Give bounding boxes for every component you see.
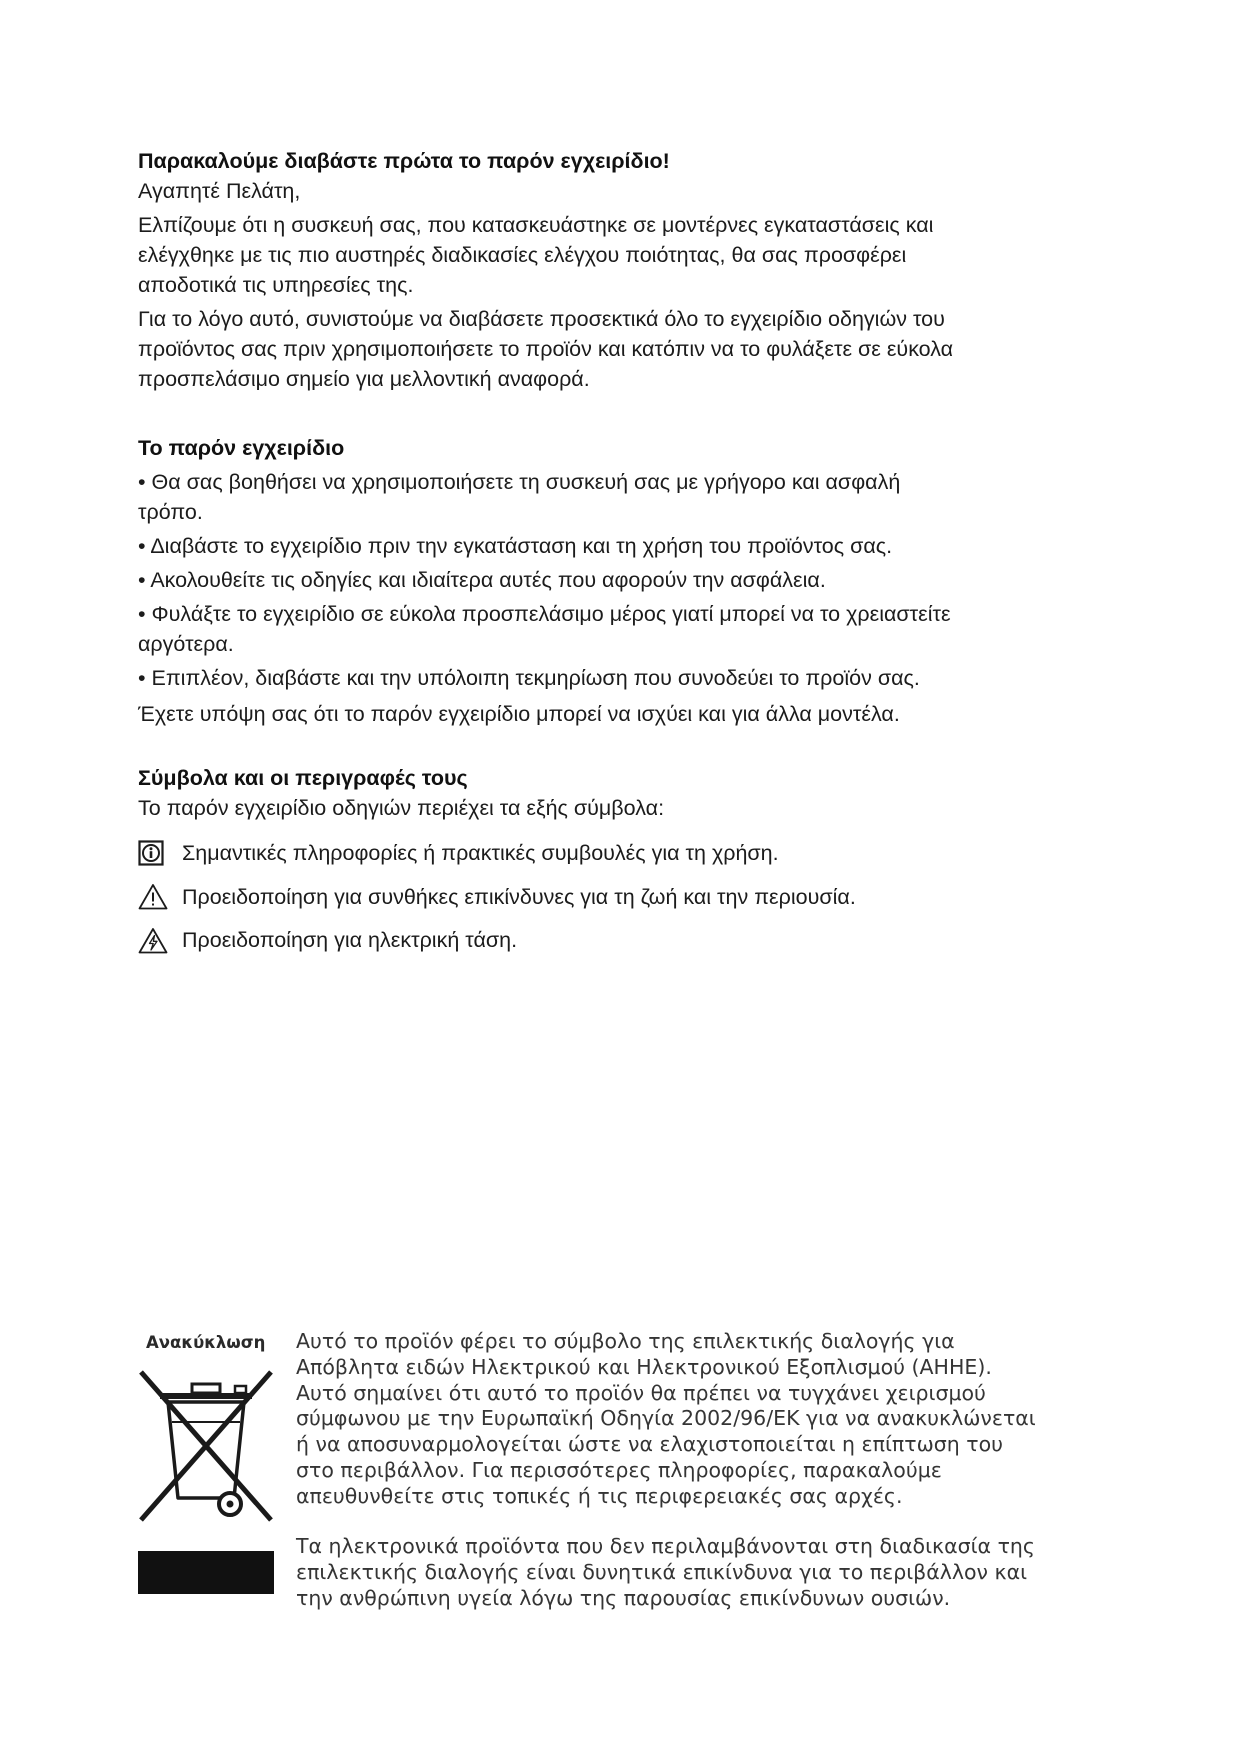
symbol-description: Σημαντικές πληροφορίες ή πρακτικές συμβουλές για τη χρήση.	[182, 841, 779, 865]
manual-section	[138, 433, 951, 729]
recycling-line: Τα ηλεκτρονικά προϊόντα που δεν περιλαμβάνονται στη διαδικασία της	[296, 1533, 1035, 1558]
bullet-line: τρόπο.	[138, 500, 203, 524]
recycling-line: επιλεκτικής διαλογής είναι δυνητικά επικίνδυνα για το περιβάλλον και	[296, 1559, 1028, 1584]
crossed-out-wheelie-bin-icon	[138, 1358, 274, 1530]
info-icon	[138, 838, 182, 868]
section-heading: Σύμβολα και οι περιγραφές τους	[138, 766, 468, 790]
recycling-paragraph	[296, 1329, 1036, 1510]
symbol-row-electric	[138, 925, 856, 955]
intro-paragraph	[138, 210, 953, 300]
recycling-text	[296, 1329, 1036, 1611]
paragraph-line: Ελπίζουμε ότι η συσκευή σας, που κατασκευάστηκε σε μοντέρνες εγκαταστάσεις και	[138, 213, 934, 237]
models-note: Έχετε υπόψη σας ότι το παρόν εγχειρίδιο μπορεί να ισχύει και για άλλα μοντέλα.	[138, 702, 900, 726]
bullet-item	[138, 565, 951, 595]
recycling-line: σύμφωνου με την Ευρωπαϊκή Οδηγία 2002/96/ΕΚ για να ανακυκλώνεται	[296, 1406, 1036, 1431]
intro-paragraph	[138, 304, 953, 394]
electric-shock-warning-icon	[138, 925, 182, 955]
bullet-line: • Θα σας βοηθήσει να χρησιμοποιήσετε τη συσκευή σας με γρήγορο και ασφαλή	[138, 470, 901, 494]
paragraph-line: ελέγχθηκε με τις πιο αυστηρές διαδικασίες ελέγχου ποιότητας, θα σας προσφέρει	[138, 243, 907, 267]
bullet-item	[138, 467, 951, 527]
symbol-description: Προειδοποίηση για συνθήκες επικίνδυνες για τη ζωή και την περιουσία.	[182, 884, 856, 909]
symbol-description: Προειδοποίηση για ηλεκτρική τάση.	[182, 928, 518, 952]
bullet-line: αργότερα.	[138, 632, 234, 656]
symbols-intro: Το παρόν εγχειρίδιο οδηγιών περιέχει τα εξής σύμβολα:	[138, 796, 665, 820]
bullet-item	[138, 531, 951, 561]
bullet-line: • Φυλάξτε το εγχειρίδιο σε εύκολα προσπελάσιμο μέρος γιατί μπορεί να το χρειαστείτε	[138, 602, 951, 626]
bullet-item	[138, 599, 951, 659]
recycling-line: Απόβλητα ειδών Ηλεκτρικού και Ηλεκτρονικού Εξοπλισμού (ΑΗΗΕ).	[296, 1354, 992, 1379]
recycling-line: την ανθρώπινη υγεία λόγω της παρουσίας επικίνδυνων ουσιών.	[296, 1585, 951, 1610]
bullet-item	[138, 663, 951, 693]
section-heading: Το παρόν εγχειρίδιο	[138, 436, 345, 460]
paragraph-line: προϊόντος σας πριν χρησιμοποιήσετε το προϊόν και κατόπιν να το φυλάξετε σε εύκολα	[138, 337, 954, 361]
symbol-row-info	[138, 838, 856, 868]
recycling-line: Αυτό σημαίνει ότι αυτό το προϊόν θα πρέπει να τυγχάνει χειρισμού	[296, 1380, 986, 1405]
paragraph-line: Για το λόγο αυτό, συνιστούμε να διαβάσετε προσεκτικά όλο το εγχειρίδιο οδηγιών του	[138, 307, 945, 331]
recycling-line: Αυτό το προϊόν φέρει το σύμβολο της επιλεκτικής διαλογής για	[296, 1329, 955, 1353]
bullet-line: • Ακολουθείτε τις οδηγίες και ιδιαίτερα αυτές που αφορούν την ασφάλεια.	[138, 568, 826, 592]
intro-title: Παρακαλούμε διαβάστε πρώτα το παρόν εγχειρίδιο!	[138, 149, 670, 173]
recycling-line: ή να αποσυναρμολογείται ώστε να ελαχιστοποιείται η επίπτωση του	[296, 1432, 1004, 1457]
recycling-line: στο περιβάλλον. Για περισσότερες πληροφορίες, παρακαλούμε	[296, 1457, 942, 1482]
intro-section	[138, 146, 953, 394]
recycling-label: Ανακύκλωση	[146, 1333, 266, 1352]
greeting: Αγαπητέ Πελάτη,	[138, 179, 301, 203]
symbols-section	[138, 763, 856, 969]
recycling-line: απευθυνθείτε στις τοπικές ή τις περιφερειακές σας αρχές.	[296, 1483, 903, 1508]
paragraph-line: προσπελάσιμο σημείο για μελλοντική αναφορά.	[138, 367, 590, 391]
symbol-row-warning	[138, 882, 856, 912]
weee-marking-bar	[138, 1551, 274, 1594]
bullet-line: • Διαβάστε το εγχειρίδιο πριν την εγκατάσταση και τη χρήση του προϊόντος σας.	[138, 534, 893, 558]
bullet-line: • Επιπλέον, διαβάστε και την υπόλοιπη τεκμηρίωση που συνοδεύει το προϊόν σας.	[138, 666, 920, 690]
recycling-paragraph	[296, 1534, 1036, 1611]
warning-triangle-icon	[138, 882, 182, 912]
paragraph-line: αποδοτικά τις υπηρεσίες της.	[138, 273, 414, 297]
